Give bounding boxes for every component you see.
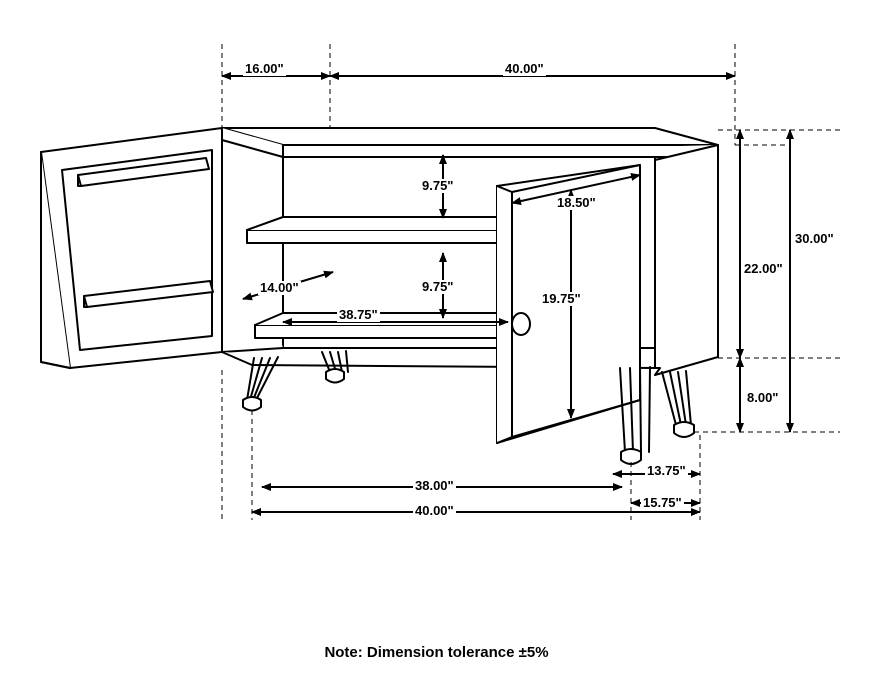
dimension-label-cabinet-body-height: 22.00" — [744, 261, 783, 276]
dimension-label-top-right-width: 40.00" — [505, 61, 544, 76]
dimension-label-shelf-width: 38.75" — [339, 307, 378, 322]
dimension-label-overall-height: 30.00" — [795, 231, 834, 246]
dimension-label-top-left-width: 16.00" — [245, 61, 284, 76]
dimension-label-base-outer-width: 40.00" — [415, 503, 454, 518]
dimension-label-upper-shelf-gap: 9.75" — [422, 178, 454, 193]
dimension-label-depth-outer: 15.75" — [643, 495, 682, 510]
dimension-label-door-width: 18.50" — [557, 195, 596, 210]
dimension-label-door-height: 19.75" — [542, 291, 581, 306]
dimension-label-base-inner-width: 38.00" — [415, 478, 454, 493]
tolerance-note: Note: Dimension tolerance ±5% — [324, 644, 549, 661]
dimension-label-lower-shelf-gap: 9.75" — [422, 279, 454, 294]
dimension-label-shelf-depth: 14.00" — [260, 280, 299, 295]
dimension-label-leg-height: 8.00" — [747, 390, 779, 405]
dimension-label-depth-inner: 13.75" — [647, 463, 686, 478]
